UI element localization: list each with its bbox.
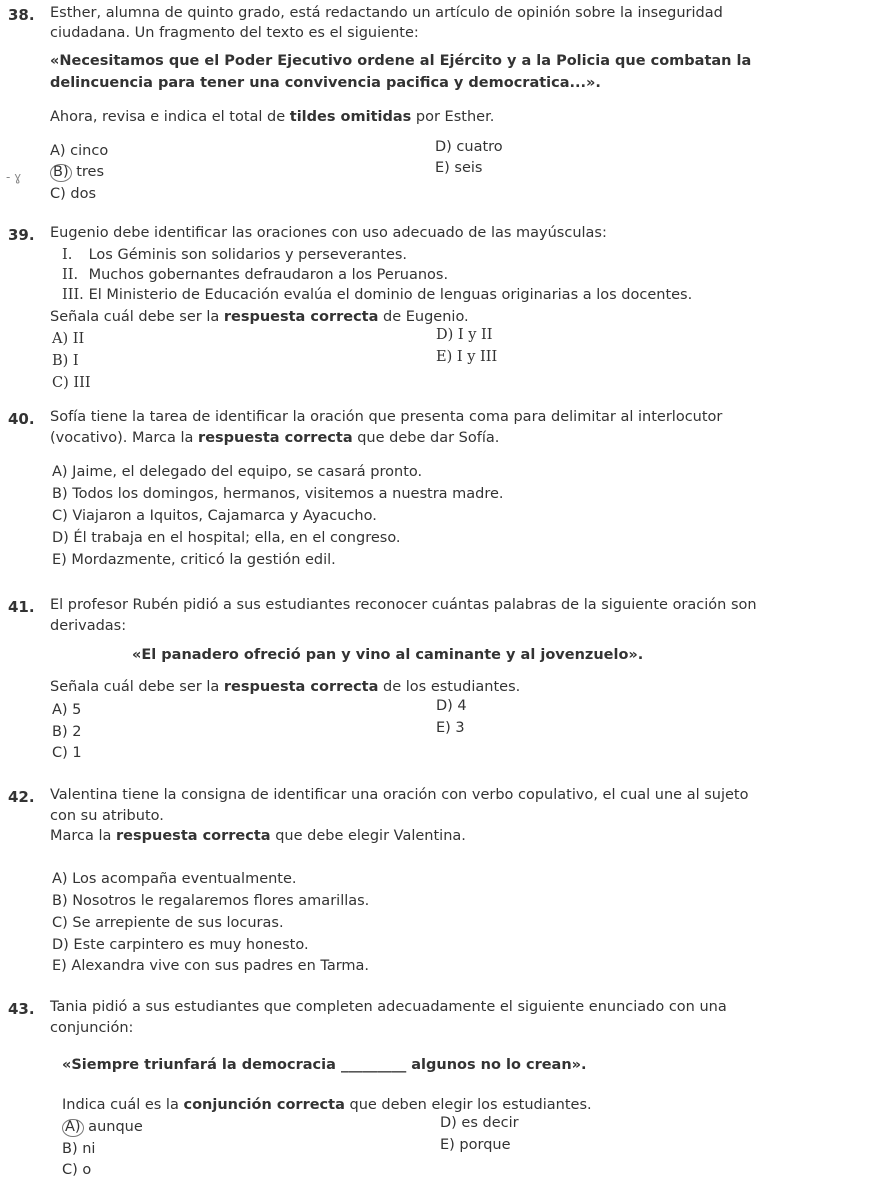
option-b[interactable]: B) I xyxy=(52,353,79,369)
statement-text: El Ministerio de Educación evalúa el dominio de lenguas originarias a los docentes. xyxy=(88,287,693,303)
question-stem: con su atributo. xyxy=(50,808,164,824)
question-stem: Sofía tiene la tarea de identificar la oración que presenta coma para delimitar al interlocutor xyxy=(50,409,723,425)
instruction-text: Señala cuál debe ser la xyxy=(50,679,224,695)
quoted-fragment: «Necesitamos que el Poder Ejecutivo ordene al Ejército y a la Policia que combatan la xyxy=(50,53,752,69)
question-stem: conjunción: xyxy=(50,1020,134,1036)
quote-text: algunos no lo crean». xyxy=(406,1057,587,1073)
roman-numeral: I. xyxy=(62,247,73,263)
instruction-emphasis: respuesta correcta xyxy=(198,430,353,446)
statement-iii xyxy=(62,286,870,305)
option-d[interactable]: D) Este carpintero es muy honesto. xyxy=(52,937,309,953)
question-stem: Valentina tiene la consigna de identificar una oración con verbo copulativo, el cual une al sujeto xyxy=(50,787,749,803)
instruction-text: Indica cuál es la xyxy=(62,1097,184,1113)
selected-answer-circle: A) xyxy=(62,1119,84,1137)
option-d[interactable]: D) Él trabaja en el hospital; ella, en el congreso. xyxy=(52,530,401,546)
option-b[interactable]: B) Nosotros le regalaremos flores amarillas. xyxy=(52,893,370,909)
instruction-emphasis: respuesta correcta xyxy=(116,828,271,844)
roman-numeral: III. xyxy=(62,287,84,303)
statement-text: Muchos gobernantes defraudaron a los Peruanos. xyxy=(88,267,449,283)
option-c[interactable]: C) o xyxy=(62,1162,92,1178)
option-d[interactable]: D) es decir xyxy=(440,1115,519,1131)
option-c[interactable]: C) Viajaron a Iquitos, Cajamarca y Ayacucho. xyxy=(52,508,377,524)
question-number: 41. xyxy=(8,598,35,616)
option-d[interactable]: D) cuatro xyxy=(435,139,503,155)
question-stem: Tania pidió a sus estudiantes que completen adecuadamente el siguiente enunciado con una xyxy=(50,999,727,1015)
option-a[interactable]: A) cinco xyxy=(50,143,109,159)
option-e[interactable]: E) porque xyxy=(440,1137,511,1153)
instruction-text: que deben elegir los estudiantes. xyxy=(344,1097,592,1113)
instruction-text: Señala cuál debe ser la xyxy=(50,309,224,325)
instruction-emphasis: respuesta correcta xyxy=(223,679,379,695)
option-a[interactable]: A) II xyxy=(52,331,85,347)
quoted-fragment: delincuencia para tener una convivencia pacifica y democratica...». xyxy=(50,75,601,91)
instruction-emphasis: conjunción correcta xyxy=(183,1097,345,1113)
instruction-text: por Esther. xyxy=(411,109,495,125)
option-c[interactable]: C) dos xyxy=(50,186,97,202)
handwritten-mark: - ɣ xyxy=(6,170,22,184)
quote-text: «Siempre triunfará la democracia xyxy=(62,1057,341,1073)
instruction-text: Marca la xyxy=(50,828,117,844)
option-a[interactable]: A) Los acompaña eventualmente. xyxy=(52,871,297,887)
statement-text: Los Géminis son solidarios y perseverantes. xyxy=(88,247,408,263)
option-b[interactable]: B) Todos los domingos, hermanos, visitemos a nuestra madre. xyxy=(52,486,504,502)
question-stem: Eugenio debe identificar las oraciones con uso adecuado de las mayúsculas: xyxy=(50,225,607,241)
question-stem: Esther, alumna de quinto grado, está redactando un artículo de opinión sobre la inseguridad xyxy=(50,5,723,21)
question-stem: ciudadana. Un fragmento del texto es el siguiente: xyxy=(50,25,419,41)
option-text: tres xyxy=(71,164,105,180)
question-stem: El profesor Rubén pidió a sus estudiantes reconocer cuántas palabras de la siguiente oración son xyxy=(50,597,757,613)
instruction-text: que debe dar Sofía. xyxy=(352,430,500,446)
question-stem: derivadas: xyxy=(50,618,127,634)
option-d[interactable]: D) I y II xyxy=(436,327,493,343)
instruction-text: Ahora, revisa e indica el total de xyxy=(50,109,290,125)
instruction-text: que debe elegir Valentina. xyxy=(270,828,466,844)
question-instruction xyxy=(62,1096,870,1115)
option-c[interactable]: C) Se arrepiente de sus locuras. xyxy=(52,915,284,931)
option-b[interactable] xyxy=(50,163,104,182)
blank-line: _________ xyxy=(340,1057,407,1073)
option-d[interactable]: D) 4 xyxy=(436,698,467,714)
instruction-text: de los estudiantes. xyxy=(378,679,521,695)
roman-numeral: II. xyxy=(62,267,79,283)
question-number: 38. xyxy=(8,6,35,24)
instruction-text: (vocativo). Marca la xyxy=(50,430,199,446)
option-c[interactable]: C) 1 xyxy=(52,745,82,761)
question-number: 40. xyxy=(8,410,35,428)
question-instruction xyxy=(50,108,870,127)
quoted-sentence xyxy=(62,1056,870,1075)
option-c[interactable]: C) III xyxy=(52,375,91,391)
question-instruction xyxy=(50,308,870,327)
option-b[interactable]: B) ni xyxy=(62,1141,96,1157)
question-number: 39. xyxy=(8,226,35,244)
option-e[interactable]: E) Mordazmente, criticó la gestión edil. xyxy=(52,552,336,568)
question-instruction xyxy=(50,678,870,697)
question-number: 42. xyxy=(8,788,35,806)
option-text: aunque xyxy=(83,1119,143,1135)
quoted-sentence: «El panadero ofreció pan y vino al caminante y al jovenzuelo». xyxy=(132,647,644,663)
statement-i xyxy=(62,246,870,265)
question-instruction xyxy=(50,429,870,448)
option-b[interactable]: B) 2 xyxy=(52,724,82,740)
option-a[interactable]: A) 5 xyxy=(52,702,82,718)
option-a[interactable] xyxy=(62,1118,143,1137)
question-instruction xyxy=(50,827,870,846)
option-e[interactable]: E) I y III xyxy=(436,349,498,365)
instruction-emphasis: respuesta correcta xyxy=(223,309,379,325)
option-e[interactable]: E) seis xyxy=(435,160,483,176)
instruction-emphasis: tildes omitidas xyxy=(289,109,412,125)
question-number: 43. xyxy=(8,1000,35,1018)
instruction-text: de Eugenio. xyxy=(378,309,469,325)
selected-answer-circle: B) xyxy=(50,164,72,182)
option-e[interactable]: E) Alexandra vive con sus padres en Tarma. xyxy=(52,958,370,974)
statement-ii xyxy=(62,266,870,285)
option-a[interactable]: A) Jaime, el delegado del equipo, se casará pronto. xyxy=(52,464,423,480)
option-e[interactable]: E) 3 xyxy=(436,720,465,736)
